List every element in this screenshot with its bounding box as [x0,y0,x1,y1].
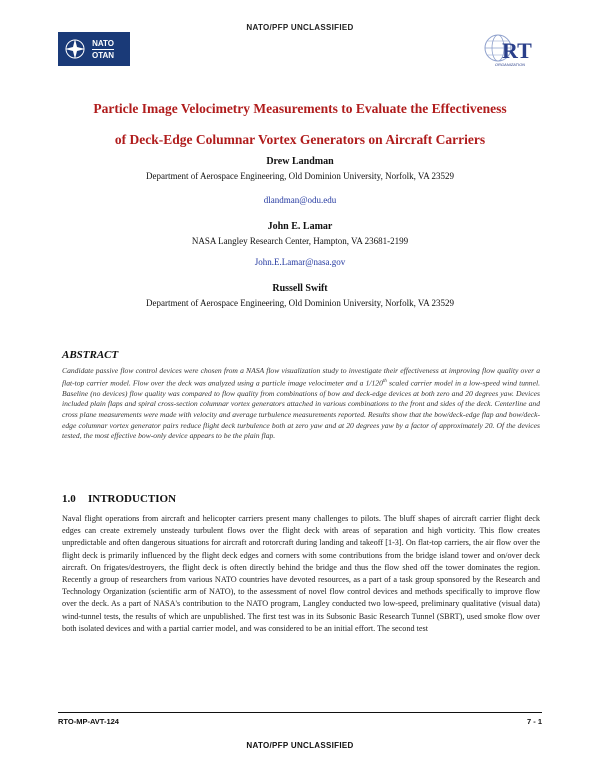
nato-otan-logo [58,32,130,66]
author-email-link[interactable]: dlandman@odu.edu [263,195,337,205]
paper-title [40,93,560,155]
superscript-th: th [382,378,387,384]
footer-divider [58,712,542,713]
top-classification-marking: NATO/PFP UNCLASSIFIED [246,23,354,32]
section-heading [62,493,176,505]
title-line-2: of Deck-Edge Columnar Vortex Generators on Aircraft Carriers [114,132,486,147]
document-code: RTO-MP-AVT-124 [58,717,119,726]
nato-label: NATO [92,38,114,48]
author-name: Russell Swift [272,283,328,294]
introduction-body: Naval flight operations from aircraft and helicopter carriers present many challenges to pilots. The bluff shapes of aircraft carrier flight deck edges can create extremely unsteady turbulent flows over the flight deck with areas of separation and high vorticity. This flow creates unpredictable and often dangerous situations for aircraft and rotorcraft during landing and takeoff [1-3]. On flat-top carriers, the air flow over the flight deck is primarily influenced by the flight deck edges and corners with some contributions from the bridge island tower and on/over deck aircraft. On frigates/destroyers, the flight deck is often directly behind the bridge and thus the flow shed off the tower dominates the region. Recently a group of researchers from various NATO countries have devoted resources, as a part of a task group sponsored by the Research and Technology Organization (scientific arm of NATO), to the assessment of novel flow control devices and methods specifically to improve flow over the deck. As a part of NASA's contribution to the NATO program, Langley conducted two low-speed, preliminary qualitative (visual data) wind-tunnel tests, the results of which are unpublished. The first test was in its Subsonic Basic Research Tunnel (SBRT), used smoke flow over both isolated devices and with a partial carrier model, and was considered to be an initial effort. The second test [62,514,540,633]
title-line-1: Particle Image Velocimetry Measurements to Evaluate the Effectiveness [93,101,507,116]
abstract-text-part-2: scaled carrier model in a low-speed wind tunnel. Baseline (no devices) flow quality was compared to flow quality from combinations of bow and deck-edge devices at both zero and 20 degrees yaw. Devices included plain flaps and spiral cross-section columnar vortex generators attached in various combinations to the front and sides of the deck. Centerline and cross plane measurements were made with velocity and average turbulence measurements reported. Results show that the bow/deck-edge flap and bow/deck-edge columnar vortex generator pairs reduce flight deck turbulence both at zero yaw and at 20 degrees yaw by a factor of approximately 20. Of the devices tested, the most effective bow-only device appears to be the plain flap. [62,378,540,441]
otan-label: OTAN [92,50,115,60]
abstract-text-part-1: Candidate passive flow control devices were chosen from a NASA flow visualization study to investigate their effectiveness at improving flow quality over a flat-top carrier model. Flow over the deck was analyzed using a particle image velocimeter and a 1/120 [62,366,540,388]
author-affiliation: Department of Aerospace Engineering, Old Dominion University, Norfolk, VA 23529 [145,171,455,181]
page-number: 7 - 1 [526,717,542,726]
author-name: Drew Landman [266,156,334,167]
section-title: INTRODUCTION [88,493,177,505]
abstract-body [62,366,540,442]
author-name: John E. Lamar [267,221,333,232]
author-email-link[interactable]: John.E.Lamar@nasa.gov [254,257,346,267]
rto-organization-label: ORGANIZATION [494,62,526,67]
section-number: 1.0 [62,493,76,505]
compass-star-icon [64,38,86,60]
author-affiliation: Department of Aerospace Engineering, Old Dominion University, Norfolk, VA 23529 [145,298,455,308]
rto-mark-text: RT [502,38,532,63]
bottom-classification-marking: NATO/PFP UNCLASSIFIED [246,741,354,750]
author-affiliation: NASA Langley Research Center, Hampton, VA 23681-2199 [191,236,409,246]
abstract-heading: ABSTRACT [62,349,119,361]
